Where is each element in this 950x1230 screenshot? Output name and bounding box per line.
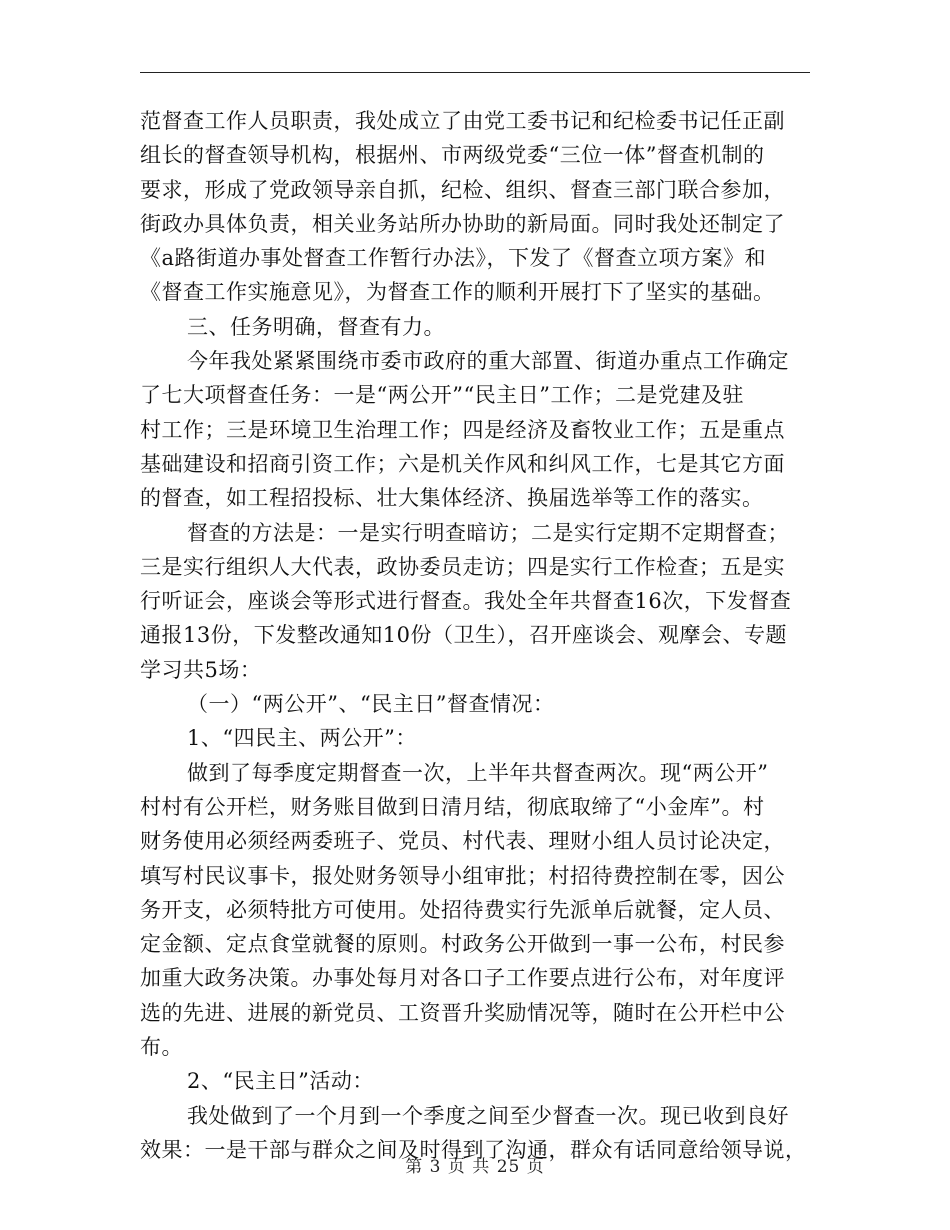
text-line: 财务使用必须经两委班子、党员、村代表、理财小组人员讨论决定， bbox=[140, 829, 785, 854]
text-line: 填写村民议事卡，报处财务领导小组审批；村招待费控制在零，因公 bbox=[140, 863, 785, 888]
item-heading: 2、“民主日”活动： bbox=[187, 1069, 374, 1094]
text-line: 范督查工作人员职责，我处成立了由党工委书记和纪检委书记任正副 bbox=[140, 109, 785, 133]
text-line: 我处做到了一个月到一个季度之间至少督查一次。现已收到良好 bbox=[187, 1103, 789, 1128]
text-line: 效果：一是干部与群众之间及时得到了沟通，群众有话同意给领导说， bbox=[140, 1137, 807, 1162]
subsection-heading: （一）“两公开”、“民主日”督查情况： bbox=[187, 692, 555, 717]
text-line: 街政办具体负责，相关业务站所办协助的新局面。同时我处还制定了 bbox=[140, 211, 785, 236]
text-line: 定金额、定点食堂就餐的原则。村政务公开做到一事一公布，村民参 bbox=[140, 932, 785, 957]
text-line: 基础建设和招商引资工作；六是机关作风和纠风工作，七是其它方面 bbox=[140, 451, 785, 476]
item-heading: 1、“四民主、两公开”： bbox=[187, 726, 417, 751]
text-line: 今年我处紧紧围绕市委市政府的重大部置、街道办重点工作确定 bbox=[187, 349, 789, 374]
text-line: 组长的督查领导机构，根据州、市两级党委“三位一体”督查机制的 bbox=[140, 143, 765, 168]
text-line: 村村有公开栏，财务账目做到日清月结，彻底取缔了“小金库”。村 bbox=[140, 794, 765, 819]
text-line: 了七大项督查任务：一是“两公开”“民主日”工作；二是党建及驻 bbox=[140, 383, 744, 408]
text-line: 《a路街道办事处督查工作暂行办法》，下发了《督查立项方案》和 bbox=[140, 246, 767, 271]
text-line: 选的先进、进展的新党员、工资晋升奖励情况等，随时在公开栏中公 bbox=[140, 1000, 785, 1025]
page-number-footer: 第 3 页 共 25 页 bbox=[405, 1157, 545, 1177]
text-line: 布。 bbox=[140, 1035, 183, 1060]
text-line: 三是实行组织人大代表，政协委员走访；四是实行工作检查；五是实 bbox=[140, 554, 785, 579]
section-heading: 三、任务明确，督查有力。 bbox=[187, 314, 445, 339]
text-line: 《督查工作实施意见》，为督查工作的顺利开展打下了坚实的基础。 bbox=[140, 280, 775, 305]
text-line: 要求，形成了党政领导亲自抓，纪检、组织、督查三部门联合参加， bbox=[140, 177, 785, 202]
document-body bbox=[140, 104, 815, 1167]
text-line: 做到了每季度定期督查一次，上半年共督查两次。现“两公开” bbox=[187, 760, 769, 785]
text-line: 加重大政务决策。办事处每月对各口子工作要点进行公布，对年度评 bbox=[140, 966, 785, 991]
text-line: 务开支，必须特批方可使用。处招待费实行先派单后就餐，定人员、 bbox=[140, 897, 785, 922]
text-line: 行听证会，座谈会等形式进行督查。我处全年共督查16次，下发督查 bbox=[140, 589, 792, 614]
text-line: 通报13份，下发整改通知10份（卫生），召开座谈会、观摩会、专题 bbox=[140, 623, 787, 648]
text-line: 的督查，如工程招投标、壮大集体经济、换届选举等工作的落实。 bbox=[140, 486, 764, 511]
text-line: 学习共5场： bbox=[140, 657, 262, 682]
text-line: 督查的方法是：一是实行明查暗访；二是实行定期不定期督查； bbox=[187, 520, 789, 545]
text-line: 村工作；三是环境卫生治理工作；四是经济及畜牧业工作；五是重点 bbox=[140, 417, 785, 442]
header-rule bbox=[140, 72, 810, 73]
